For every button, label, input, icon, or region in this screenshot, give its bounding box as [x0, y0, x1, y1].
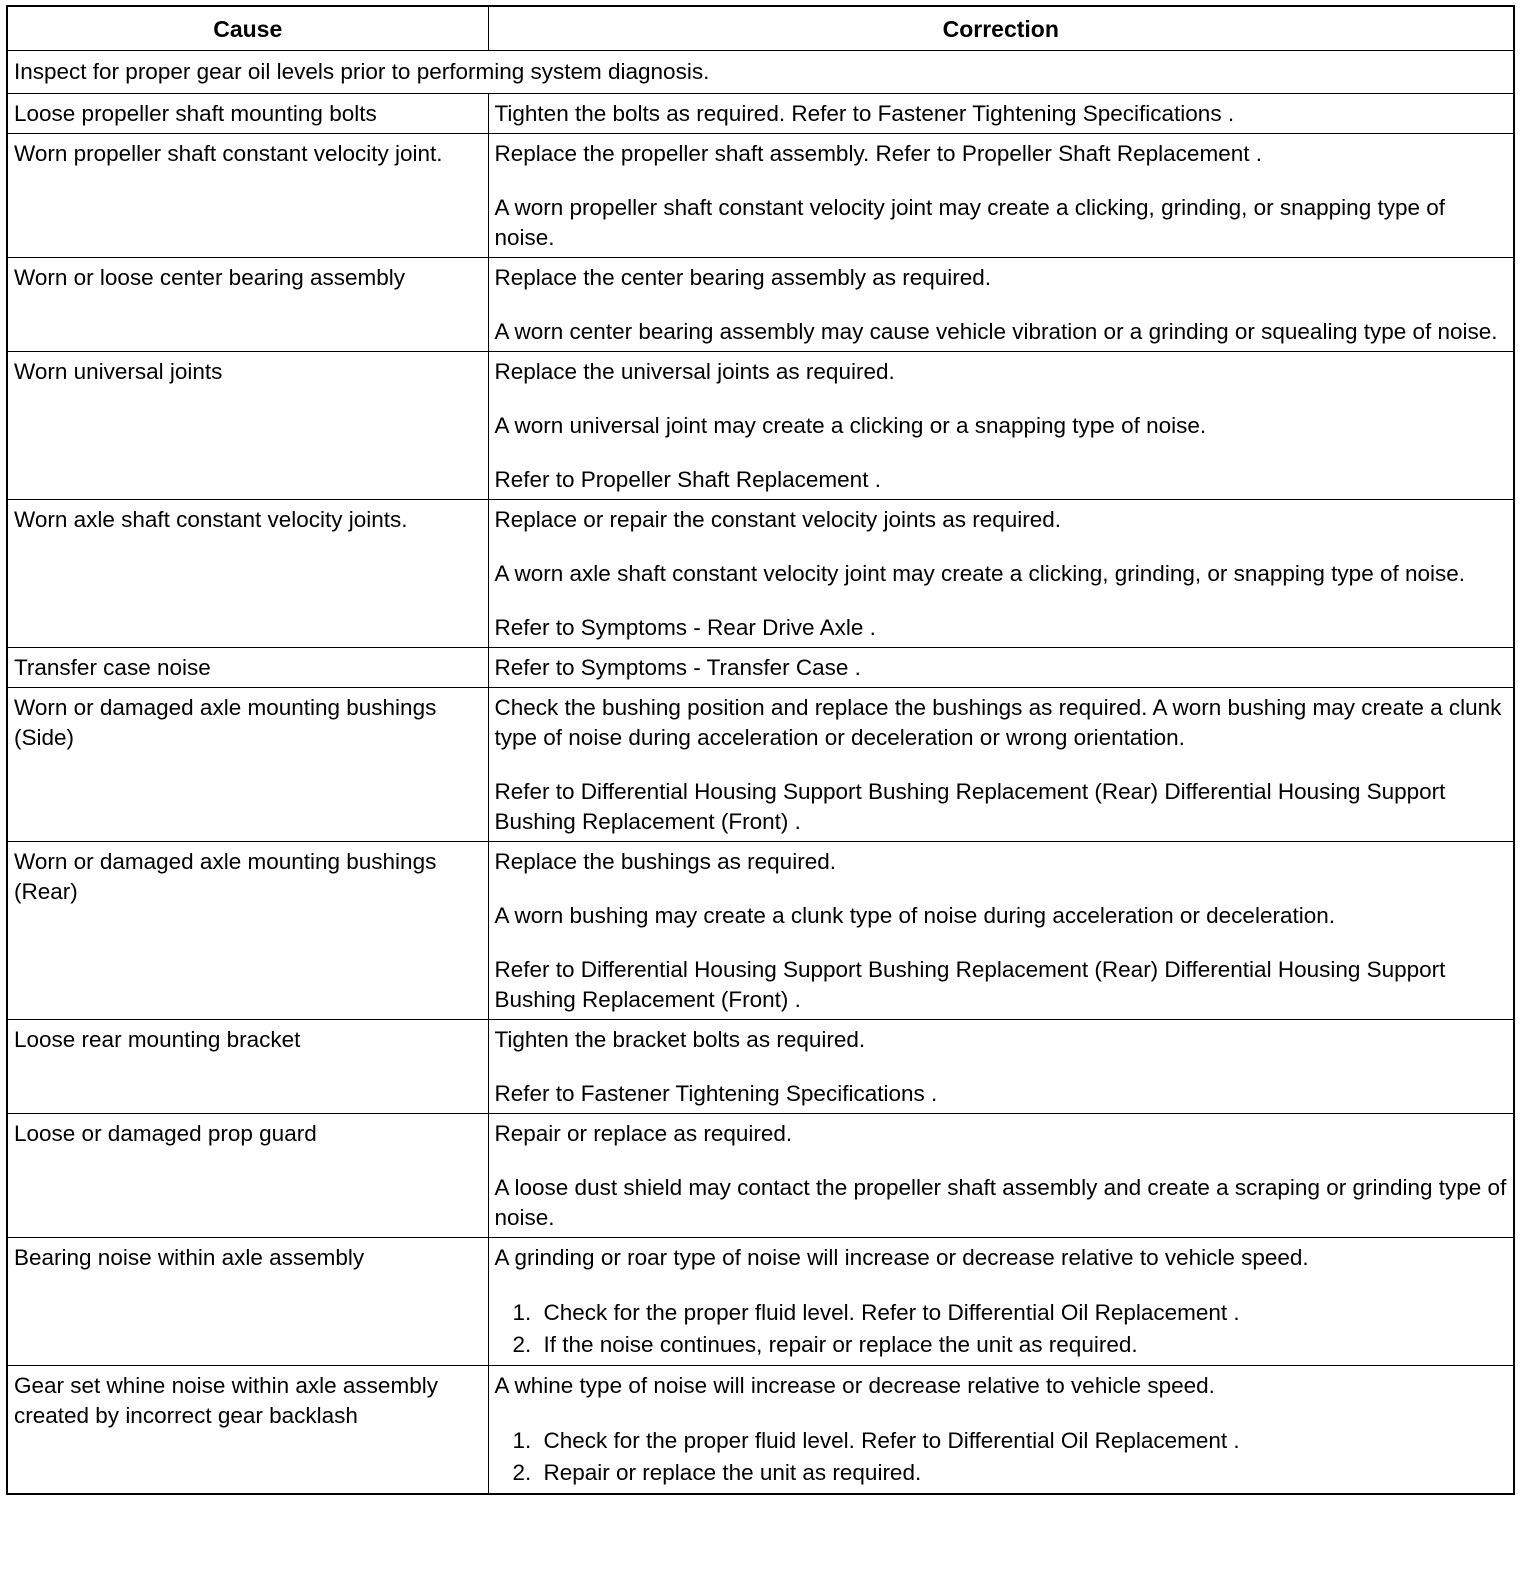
- correction-cell: [488, 1366, 1514, 1495]
- correction-step: 1. Check for the proper fluid level. Refer to Differential Oil Replacement .: [538, 1425, 1508, 1457]
- correction-paragraph: A worn axle shaft constant velocity joint may create a clicking, grinding, or snapping type of noise.: [494, 561, 1466, 586]
- cause-cell: Gear set whine noise within axle assembly created by incorrect gear backlash: [7, 1366, 488, 1495]
- correction-paragraph: Replace the propeller shaft assembly. Refer to Propeller Shaft Replacement .: [494, 141, 1262, 166]
- table-row: [7, 1114, 1514, 1238]
- correction-steps-list: [495, 1425, 1508, 1489]
- cause-cell: Worn propeller shaft constant velocity joint.: [7, 134, 488, 258]
- cause-cell: Worn or loose center bearing assembly: [7, 258, 488, 352]
- cause-cell: Worn universal joints: [7, 352, 488, 500]
- correction-paragraph: Refer to Symptoms - Transfer Case .: [494, 655, 861, 680]
- correction-paragraph: Tighten the bolts as required. Refer to Fastener Tightening Specifications .: [494, 101, 1235, 126]
- table-row: [7, 1020, 1514, 1114]
- correction-cell: [488, 648, 1514, 688]
- diagnostic-table-wrapper: [6, 5, 1513, 1495]
- cause-cell: Bearing noise within axle assembly: [7, 1238, 488, 1366]
- correction-paragraph: A grinding or roar type of noise will increase or decrease relative to vehicle speed.: [494, 1245, 1309, 1270]
- correction-paragraph: Replace the universal joints as required.: [494, 359, 895, 384]
- correction-paragraph: A worn universal joint may create a clicking or a snapping type of noise.: [494, 413, 1207, 438]
- table-row: [7, 688, 1514, 842]
- correction-paragraph: Refer to Propeller Shaft Replacement .: [494, 467, 881, 492]
- correction-paragraph: Refer to Differential Housing Support Bushing Replacement (Rear) Differential Housing Support Bushing Replacement (Front) .: [494, 957, 1446, 1012]
- cause-cell: Worn axle shaft constant velocity joints.: [7, 500, 488, 648]
- correction-paragraph: Replace the bushings as required.: [494, 849, 836, 874]
- correction-cell: [488, 1114, 1514, 1238]
- table-header-row: [7, 6, 1514, 51]
- correction-paragraph: Repair or replace as required.: [494, 1121, 793, 1146]
- correction-cell: [488, 134, 1514, 258]
- correction-paragraph: Check the bushing position and replace the bushings as required. A worn bushing may create a clunk type of noise during acceleration or deceleration or wrong orientation.: [494, 695, 1502, 750]
- table-row: [7, 842, 1514, 1020]
- correction-cell: [488, 688, 1514, 842]
- correction-column-header: Correction: [488, 6, 1514, 51]
- table-row: [7, 94, 1514, 134]
- correction-paragraph: Replace the center bearing assembly as required.: [494, 265, 992, 290]
- cause-column-header: Cause: [7, 6, 488, 51]
- correction-cell: [488, 258, 1514, 352]
- correction-paragraph: A worn center bearing assembly may cause vehicle vibration or a grinding or squealing type of noise.: [494, 319, 1498, 344]
- correction-paragraph: A loose dust shield may contact the propeller shaft assembly and create a scraping or grinding type of noise.: [494, 1175, 1507, 1230]
- table-row: [7, 648, 1514, 688]
- correction-step: 2. If the noise continues, repair or replace the unit as required.: [538, 1329, 1508, 1361]
- cause-correction-table: [6, 5, 1515, 1495]
- cause-cell: Transfer case noise: [7, 648, 488, 688]
- table-row: [7, 500, 1514, 648]
- correction-step: 2. Repair or replace the unit as required.: [538, 1457, 1508, 1489]
- correction-cell: [488, 94, 1514, 134]
- table-row: [7, 258, 1514, 352]
- intro-row: [7, 51, 1514, 94]
- correction-cell: [488, 500, 1514, 648]
- table-row: [7, 352, 1514, 500]
- correction-cell: [488, 352, 1514, 500]
- correction-cell: [488, 842, 1514, 1020]
- table-row: [7, 1238, 1514, 1366]
- correction-step: 1. Check for the proper fluid level. Refer to Differential Oil Replacement .: [538, 1297, 1508, 1329]
- cause-cell: Loose rear mounting bracket: [7, 1020, 488, 1114]
- correction-paragraph: A worn propeller shaft constant velocity joint may create a clicking, grinding, or snapping type of noise.: [494, 195, 1446, 250]
- cause-cell: Loose or damaged prop guard: [7, 1114, 488, 1238]
- correction-paragraph: A worn bushing may create a clunk type of noise during acceleration or deceleration.: [494, 903, 1335, 928]
- table-row: [7, 134, 1514, 258]
- correction-paragraph: Refer to Differential Housing Support Bushing Replacement (Rear) Differential Housing Support Bushing Replacement (Front) .: [494, 779, 1446, 834]
- correction-cell: [488, 1020, 1514, 1114]
- correction-cell: [488, 1238, 1514, 1366]
- correction-steps-list: [495, 1297, 1508, 1361]
- cause-cell: Worn or damaged axle mounting bushings (Rear): [7, 842, 488, 1020]
- correction-paragraph: Refer to Fastener Tightening Specifications .: [494, 1081, 938, 1106]
- correction-paragraph: Replace or repair the constant velocity joints as required.: [494, 507, 1062, 532]
- correction-paragraph: A whine type of noise will increase or decrease relative to vehicle speed.: [494, 1373, 1215, 1398]
- table-row: [7, 1366, 1514, 1495]
- intro-note: Inspect for proper gear oil levels prior to performing system diagnosis.: [7, 51, 1514, 94]
- correction-paragraph: Refer to Symptoms - Rear Drive Axle .: [494, 615, 876, 640]
- correction-paragraph: Tighten the bracket bolts as required.: [494, 1027, 866, 1052]
- cause-cell: Loose propeller shaft mounting bolts: [7, 94, 488, 134]
- cause-cell: Worn or damaged axle mounting bushings (Side): [7, 688, 488, 842]
